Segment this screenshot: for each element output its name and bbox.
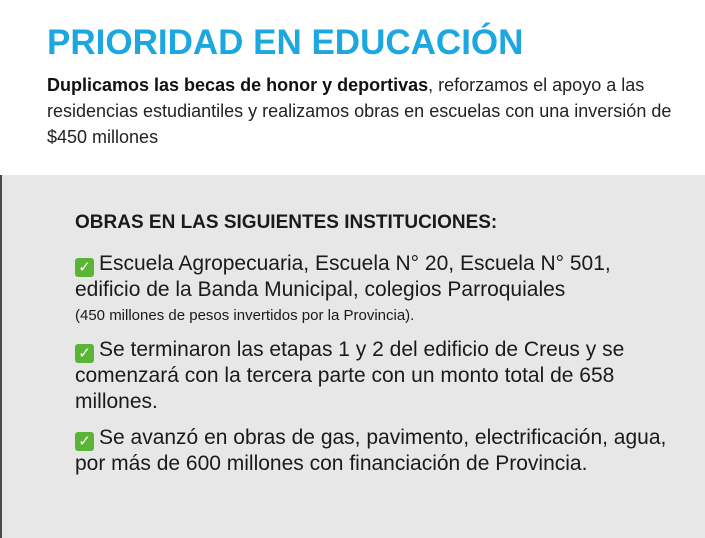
intro-paragraph: [47, 72, 687, 150]
check-mark-icon: ✓: [75, 344, 94, 363]
check-mark-icon: ✓: [75, 432, 94, 451]
page-title: PRIORIDAD EN EDUCACIÓN: [47, 23, 524, 62]
list-item: [75, 251, 675, 329]
check-mark-icon: ✓: [75, 258, 94, 277]
list-item-note: (450 millones de pesos invertidos por la Provincia).: [75, 307, 415, 324]
header-section: [0, 0, 705, 175]
intro-bold-text: Duplicamos las becas de honor y deportivas: [47, 75, 429, 95]
list-item-text: Se terminaron las etapas 1 y 2 del edificio de Creus y se comenzará con la tercera parte con un monto total de 658 millones.: [75, 338, 625, 413]
list-item: [75, 425, 675, 477]
list-item-text: Escuela Agropecuaria, Escuela N° 20, Escuela N° 501, edificio de la Banda Municipal, colegios Parroquiales: [75, 252, 611, 301]
list-item-text: Se avanzó en obras de gas, pavimento, electrificación, agua, por más de 600 millones con financiación de Provincia.: [75, 426, 667, 475]
panel-title: OBRAS EN LAS SIGUIENTES INSTITUCIONES:: [75, 212, 498, 233]
institutions-panel: [2, 175, 705, 538]
list-item: [75, 337, 675, 415]
intro-rest-text: , reforzamos el apoyo a las residencias estudiantiles y realizamos obras en escuelas con una inversión de $450 millones: [47, 75, 672, 147]
